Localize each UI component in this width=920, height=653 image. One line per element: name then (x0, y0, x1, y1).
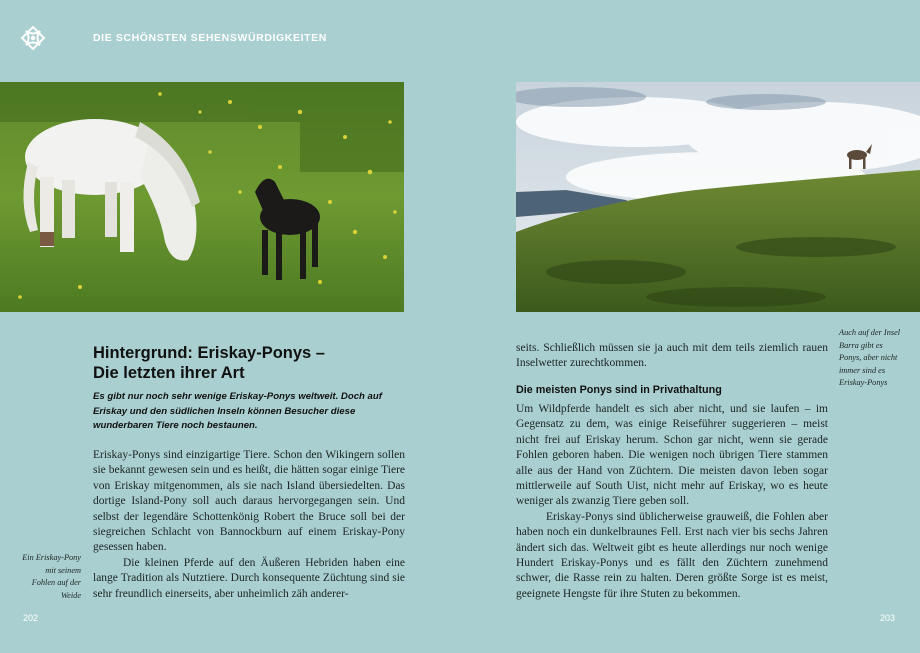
left-body-text (93, 448, 405, 602)
celtic-knot-icon (20, 25, 46, 51)
left-paragraph-2: Die kleinen Pferde auf den Äußeren Hebriden haben eine lange Tradition als Nutztiere. Durch konsequente Züchtung sind sie sehr freundlich einerseits, aber unheimlich zäh anderer- (93, 556, 405, 600)
right-paragraph-1: Um Wildpferde handelt es sich aber nicht, und sie laufen – im Gegensatz zu dem, was einige Reiseführer suggerieren – meist nicht frei auf Eriskay herum. Schon gar nicht, wenn sie gerade Fohlen geboren haben. Die wenigen noch übrigen Tiere stammen alle aus der Hand von Züchtern. Die meisten davon leben sogar mittlerweile auf South Uist, nicht mehr auf Eriskay, wo es heute weniger als zwanzig Tiere geben soll. (516, 403, 828, 508)
right-paragraph-continuation: seits. Schließlich müssen sie ja auch mit dem teils ziemlich rauen Inselwetter zurechtkommen. (516, 342, 828, 370)
page-number-right: 203 (880, 613, 896, 623)
right-paragraph-2: Eriskay-Ponys sind üblicherweise grauweiß, die Fohlen aber haben noch ein dunkelbraunes Fell. Erst nach vier bis sechs Jahren ändert sich das. Weltweit gibt es heute allerdings nur noch wenige Hundert Eriskay-Ponys und es fällt den Züchtern zunehmend schwer, die Rasse rein zu halten. Deren größte Sorge ist es meist, geeignete Hengste für ihre Stuten zu bekommen. (516, 510, 828, 600)
heading-line-2: Die letzten ihrer Art (93, 364, 245, 382)
caption-right: Auch auf der Insel Barra gibt es Ponys, aber nicht immer sind es Eriskay-Ponys (839, 328, 901, 388)
article-heading (93, 343, 413, 383)
heading-line-1: Hintergrund: Eriskay-Ponys – (93, 344, 325, 362)
left-paragraph-1: Eriskay-Ponys sind einzigartige Tiere. Schon den Wikingern sollen sie bekannt gewesen sein und es heißt, die hätten sogar einige Tiere von Eriskay mitgenommen, als sie nach Island übersiedelten. Das dortige Island-Pony soll auch daraus hervorgegangen sein. Und selbst der legendäre Schottenkönig Robert the Bruce soll bei der siegreichen Schlacht von Bannockburn auf einem Eriskay-Pony gesessen haben. (93, 449, 405, 554)
photo-mare-and-foal (0, 82, 404, 312)
right-body-text (516, 402, 828, 602)
photo-hill-with-pony (516, 82, 920, 312)
intro-teaser: Es gibt nur noch sehr wenige Eriskay-Ponys weltweit. Doch auf Eriskay und den südlichen Inseln können Besucher diese wunderbaren Tiere noch bestaunen. (93, 391, 382, 431)
section-subheading: Die meisten Ponys sind in Privathaltung (516, 384, 722, 396)
running-header: DIE SCHÖNSTEN SEHENSWÜRDIGKEITEN (93, 32, 327, 44)
page-number-left: 202 (23, 613, 39, 623)
caption-left: Ein Eriskay-Pony mit seinem Fohlen auf der Weide (22, 553, 81, 600)
